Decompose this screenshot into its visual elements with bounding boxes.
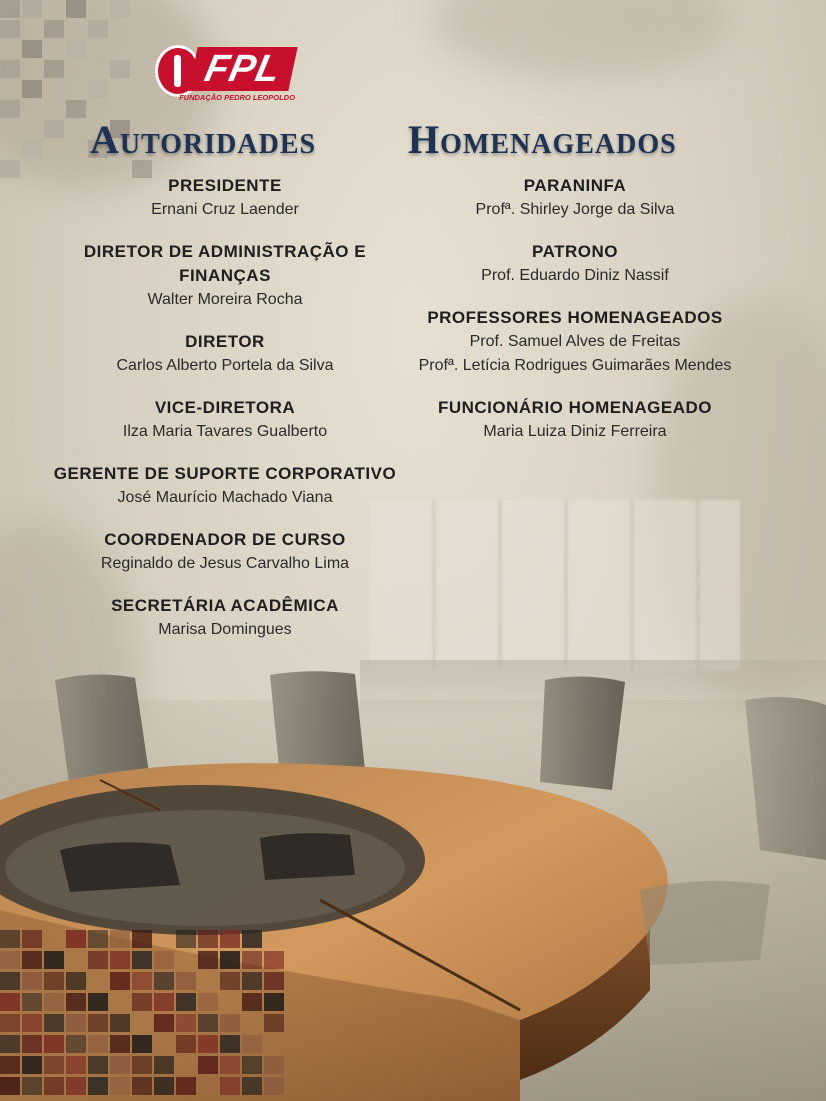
role-title: GERENTE DE SUPORTE CORPORATIVO bbox=[53, 464, 397, 483]
role-title: DIRETOR bbox=[185, 332, 265, 351]
role-title: PATRONO bbox=[532, 242, 618, 261]
texture-blot bbox=[430, 0, 730, 80]
person-name: Carlos Alberto Portela da Silva bbox=[116, 357, 334, 374]
honoree-entry bbox=[40, 174, 410, 222]
autoridades-column bbox=[40, 174, 410, 660]
person-name: Walter Moreira Rocha bbox=[147, 291, 303, 308]
role-title: PROFESSORES HOMENAGEADOS bbox=[427, 308, 723, 327]
honoree-entry bbox=[40, 330, 410, 378]
role-title: PRESIDENTE bbox=[168, 176, 282, 195]
honoree-entry bbox=[395, 240, 755, 288]
person-name: José Maurício Machado Viana bbox=[117, 489, 333, 506]
heading-autoridades: Autoridades bbox=[90, 117, 317, 162]
role-title: DIRETOR DE ADMINISTRAÇÃO E FINANÇAS bbox=[83, 242, 367, 285]
window-blinds bbox=[370, 500, 740, 670]
logo-wordmark: FPL bbox=[188, 47, 297, 91]
person-name: Prof. Eduardo Diniz Nassif bbox=[481, 267, 669, 284]
honoree-entry bbox=[395, 174, 755, 222]
person-name: Marisa Domingues bbox=[158, 621, 292, 638]
person-name: Reginaldo de Jesus Carvalho Lima bbox=[100, 555, 350, 572]
person-name: Prof. Samuel Alves de Freitas bbox=[469, 333, 681, 350]
person-name: Maria Luiza Diniz Ferreira bbox=[483, 423, 667, 440]
honoree-entry bbox=[40, 240, 410, 312]
role-title: FUNCIONÁRIO HOMENAGEADO bbox=[437, 398, 713, 417]
fpl-logo bbox=[155, 45, 295, 107]
person-name: Profª. Shirley Jorge da Silva bbox=[475, 201, 675, 218]
honoree-entry bbox=[395, 396, 755, 444]
person-name: Ernani Cruz Laender bbox=[151, 201, 299, 218]
heading-homenageados: Homenageados bbox=[408, 117, 677, 162]
honoree-entry bbox=[40, 528, 410, 576]
honoree-entry bbox=[395, 306, 755, 378]
role-title: VICE-DIRETORA bbox=[154, 398, 296, 417]
honoree-entry bbox=[40, 462, 410, 510]
honoree-entry bbox=[40, 396, 410, 444]
logo-subtitle: FUNDAÇÃO PEDRO LEOPOLDO bbox=[179, 93, 295, 102]
person-name: Profª. Letícia Rodrigues Guimarães Mendes bbox=[418, 357, 732, 374]
person-name: Ilza Maria Tavares Gualberto bbox=[122, 423, 328, 440]
homenageados-column bbox=[395, 174, 755, 462]
role-title: PARANINFA bbox=[523, 176, 627, 195]
role-title: COORDENADOR DE CURSO bbox=[104, 530, 346, 549]
role-title: SECRETÁRIA ACADÊMICA bbox=[111, 596, 339, 615]
honoree-entry bbox=[40, 594, 410, 642]
